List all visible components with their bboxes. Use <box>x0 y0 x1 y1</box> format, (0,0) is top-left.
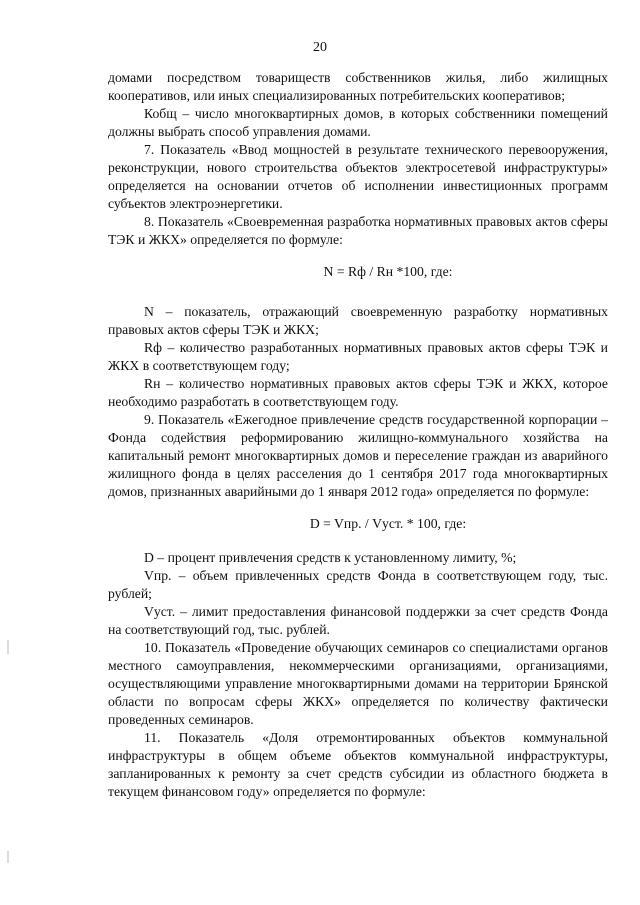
paragraph: N – показатель, отражающий своевременную разработку нормативных правовых актов сферы ТЭК и ЖКХ; <box>108 304 608 337</box>
paragraph: 7. Показатель «Ввод мощностей в результате технического перевооружения, реконструкции, нового строительства объектов электросетевой инфраструктуры» определяется на основании отчетов об исполнении инвестиционных программ субъектов электроэнергетики. <box>108 142 608 211</box>
paragraph: Vпр. – объем привлеченных средств Фонда в соответствующем году, тыс. рублей; <box>108 568 608 601</box>
formula: D = Vпр. / Vуст. * 100, где: <box>309 516 467 531</box>
paragraph: Vуст. – лимит предоставления финансовой поддержки за счет средств Фонда на соответствующий год, тыс. рублей. <box>108 604 608 637</box>
scan-margin-mark <box>7 851 9 863</box>
paragraph: Rн – количество нормативных правовых актов сферы ТЭК и ЖКХ, которое необходимо разработать в соответствующем году. <box>108 376 608 409</box>
paragraph: 8. Показатель «Своевременная разработка нормативных правовых актов сферы ТЭК и ЖКХ» определяется по формуле: <box>108 214 608 247</box>
paragraph: 10. Показатель «Проведение обучающих семинаров со специалистами органов местного самоуправления, некоммерческими организациями, организациями, осуществляющими управление многоквартирными домами на территории Брянской области по вопросам сферы ЖКХ» определяется по количеству фактически проведенных семинаров. <box>108 640 608 727</box>
paragraph: домами посредством товариществ собственников жилья, либо жилищных кооперативов, или иных специализированных потребительских кооперативов; <box>108 70 608 103</box>
scan-margin-mark <box>7 640 9 654</box>
page-body <box>108 69 608 801</box>
paragraph: Rф – количество разработанных нормативных правовых актов сферы ТЭК и ЖКХ в соответствующем году; <box>108 340 608 373</box>
page-number: 20 <box>313 40 327 55</box>
paragraph: Кобщ – число многоквартирных домов, в которых собственники помещений должны выбрать способ управления домами. <box>108 106 608 139</box>
paragraph: 9. Показатель «Ежегодное привлечение средств государственной корпорации – Фонда содействия реформированию жилищно-коммунального хозяйства на капитальный ремонт многоквартирных домов и переселение граждан из аварийного жилищного фонда в целях расселения до 1 сентября 2017 года многоквартирных домов, признанных аварийными до 1 января 2012 года» определяется по формуле: <box>108 412 608 499</box>
paragraph: 11. Показатель «Доля отремонтированных объектов коммунальной инфраструктуры в общем объеме объектов коммунальной инфраструктуры, запланированных к ремонту за счет средств субсидии из областного бюджета в текущем финансовом году» определяется по формуле: <box>108 730 608 799</box>
paragraph: D – процент привлечения средств к установленному лимиту, %; <box>144 550 517 565</box>
formula: N = Rф / Rн *100, где: <box>323 264 453 279</box>
